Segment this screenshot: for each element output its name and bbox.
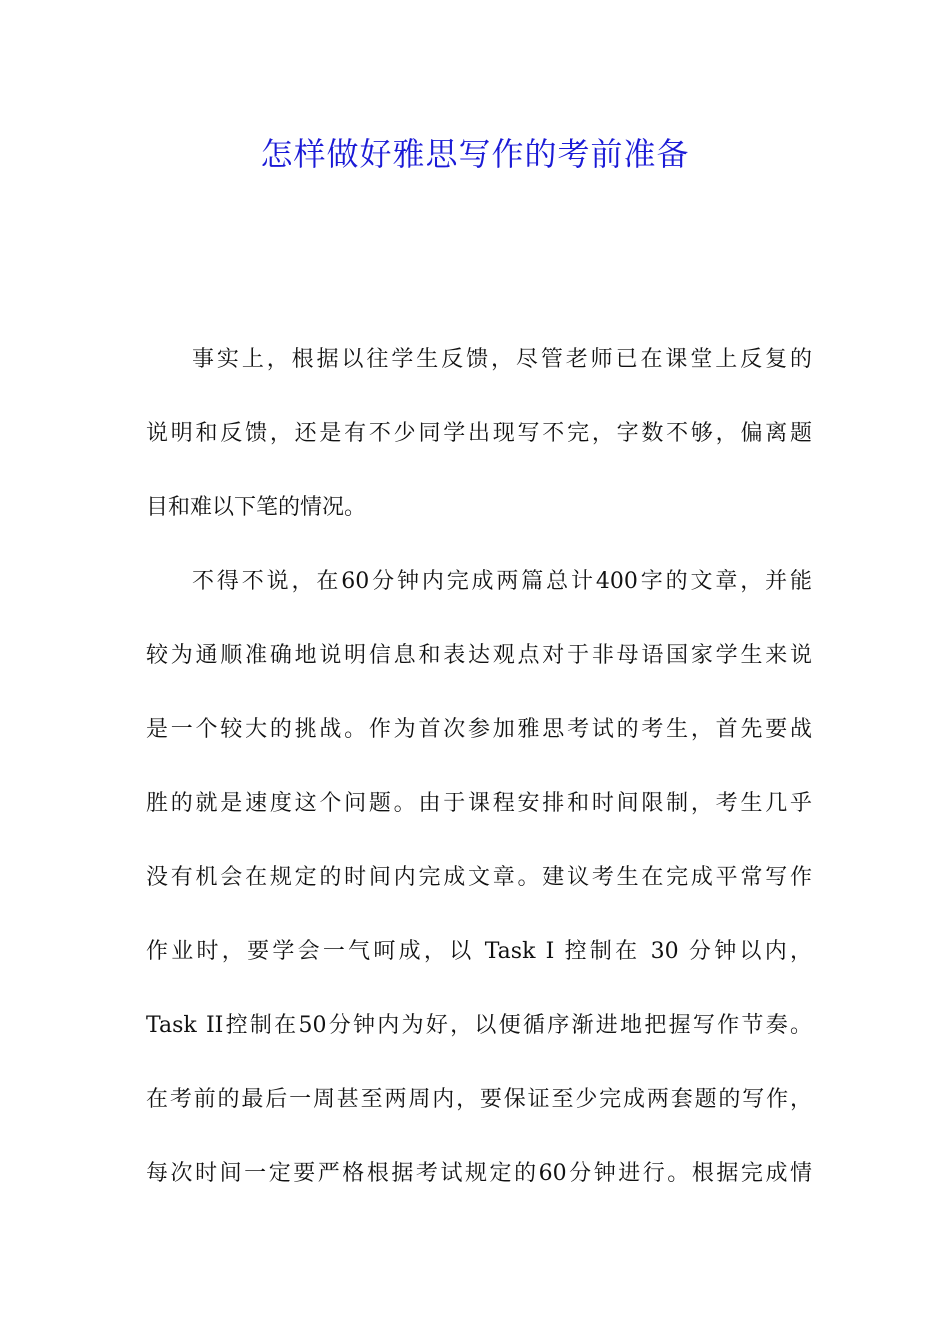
text-line: 目和难以下笔的情况。 xyxy=(146,495,367,520)
document-title: 怎样做好雅思写作的考前准备 xyxy=(260,135,690,173)
text-line: 说明和反馈，还是有不少同学出现写不完，字数不够，偏离题 xyxy=(146,421,812,446)
text-line: Task II控制在50分钟内为好，以便循序渐进地把握写作节奏。 xyxy=(146,1013,812,1038)
text-line: 是一个较大的挑战。作为首次参加雅思考试的考生，首先要战 xyxy=(146,717,812,742)
text-line: 在考前的最后一周甚至两周内，要保证至少完成两套题的写作， xyxy=(146,1087,812,1112)
document-body xyxy=(146,336,812,1224)
paragraph-2 xyxy=(146,558,812,1224)
text-line: 胜的就是速度这个问题。由于课程安排和时间限制，考生几乎 xyxy=(146,791,812,816)
text-line: 作业时，要学会一气呵成，以 Task I 控制在 30 分钟以内， xyxy=(146,939,812,964)
text-line: 事实上，根据以往学生反馈，尽管老师已在课堂上反复的 xyxy=(192,347,812,372)
text-line: 较为通顺准确地说明信息和表达观点对于非母语国家学生来说 xyxy=(146,643,812,668)
text-line: 每次时间一定要严格根据考试规定的60分钟进行。根据完成情 xyxy=(146,1161,812,1186)
text-line: 不得不说，在60分钟内完成两篇总计400字的文章，并能 xyxy=(192,569,812,594)
text-line: 没有机会在规定的时间内完成文章。建议考生在完成平常写作 xyxy=(146,865,812,890)
paragraph-1 xyxy=(146,336,812,558)
